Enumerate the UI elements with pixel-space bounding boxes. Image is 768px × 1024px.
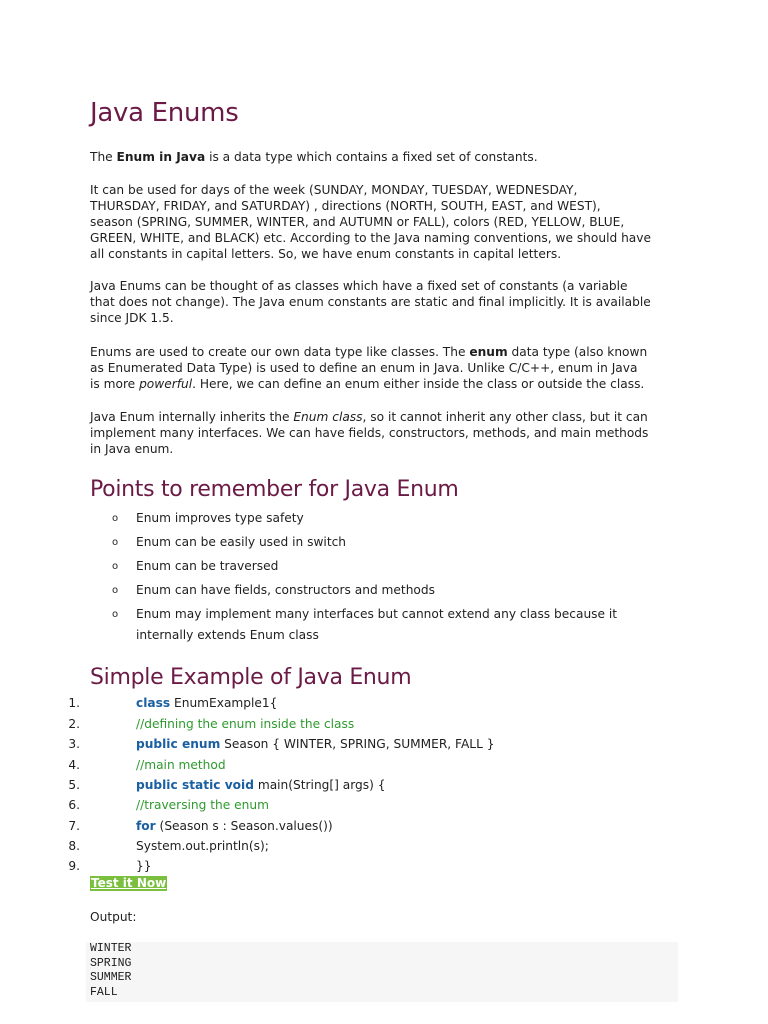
bullet-icon: o bbox=[112, 585, 119, 596]
line-number: 9. bbox=[68, 859, 80, 873]
text-span: Enums are used to create our own data type like classes. The bbox=[90, 345, 470, 359]
line-number: 1. bbox=[68, 696, 80, 710]
bullet-icon: o bbox=[112, 561, 119, 572]
line-number: 5. bbox=[68, 778, 80, 792]
inherits-line bbox=[90, 409, 690, 425]
code-line bbox=[66, 714, 626, 734]
code-text: }} bbox=[136, 859, 152, 873]
code-line bbox=[66, 856, 626, 876]
code-comment: //defining the enum inside the class bbox=[136, 717, 355, 731]
bullet-icon: o bbox=[112, 609, 119, 620]
inherits-line: implement many interfaces. We can have fields, constructors, methods, and main methods bbox=[90, 426, 649, 440]
text-span: data type (also known bbox=[507, 345, 648, 359]
code-keyword: public enum bbox=[136, 737, 221, 751]
inherits-line: in Java enum. bbox=[90, 442, 174, 456]
code-text: main(String[] args) { bbox=[253, 778, 386, 792]
page-title: Java Enums bbox=[90, 98, 239, 128]
code-line bbox=[66, 795, 626, 815]
enum-datatype-paragraph bbox=[90, 344, 690, 392]
uses-line: all constants in capital letters. So, we have enum constants in capital letters. bbox=[90, 247, 562, 261]
intro-paragraph bbox=[90, 149, 690, 165]
text-span: , so it cannot inherit any other class, but it can bbox=[362, 410, 648, 424]
uses-line: GREEN, WHITE, and BLACK) etc. According to the Java naming conventions, we should have bbox=[90, 231, 651, 245]
inherits-paragraph bbox=[90, 409, 690, 457]
uses-line: season (SPRING, SUMMER, WINTER, and AUTUMN or FALL), colors (RED, YELLOW, BLUE, bbox=[90, 215, 625, 229]
point-text: Enum improves type safety bbox=[136, 511, 304, 525]
points-list bbox=[112, 508, 652, 646]
line-number: 2. bbox=[68, 717, 80, 731]
line-number: 3. bbox=[68, 737, 80, 751]
bullet-icon: o bbox=[112, 513, 119, 524]
code-comment: //main method bbox=[136, 758, 226, 772]
point-text: Enum can be easily used in switch bbox=[136, 535, 347, 549]
classes-line: that does not change). The Java enum constants are static and final implicitly. It is available bbox=[90, 295, 651, 309]
output-line: SPRING bbox=[90, 956, 132, 970]
output-line: FALL bbox=[90, 985, 118, 999]
italic-span: powerful bbox=[139, 377, 193, 391]
code-line bbox=[66, 693, 626, 713]
code-keyword: class bbox=[136, 696, 171, 710]
enum-datatype-line bbox=[90, 344, 690, 360]
output-line: SUMMER bbox=[90, 971, 132, 985]
code-text: Season { WINTER, SPRING, SUMMER, FALL } bbox=[220, 737, 495, 751]
list-item bbox=[112, 532, 652, 553]
code-keyword: for bbox=[136, 819, 156, 833]
line-number: 7. bbox=[68, 819, 80, 833]
classes-line: Java Enums can be thought of as classes which have a fixed set of constants (a variable bbox=[90, 279, 628, 293]
intro-bold: Enum in Java bbox=[116, 150, 206, 164]
line-number: 8. bbox=[68, 839, 80, 853]
list-item bbox=[112, 580, 652, 601]
point-text: Enum may implement many interfaces but cannot extend any class because it internally extends Enum class bbox=[136, 607, 618, 642]
line-number: 6. bbox=[68, 798, 80, 812]
text-span: Java Enum internally inherits the bbox=[90, 410, 294, 424]
text-span: is more bbox=[90, 377, 140, 391]
code-line bbox=[66, 775, 626, 795]
code-comment: //traversing the enum bbox=[136, 798, 269, 812]
code-text: EnumExample1{ bbox=[170, 696, 278, 710]
enum-datatype-line bbox=[90, 376, 690, 392]
output-label: Output: bbox=[90, 910, 137, 924]
code-keyword: public static void bbox=[136, 778, 254, 792]
output-line: WINTER bbox=[90, 942, 132, 955]
intro-text-pre: The bbox=[90, 150, 117, 164]
point-text: Enum can be traversed bbox=[136, 559, 279, 573]
classes-paragraph bbox=[90, 278, 690, 326]
output-block bbox=[86, 942, 678, 1002]
code-line bbox=[66, 734, 626, 754]
classes-line: since JDK 1.5. bbox=[90, 311, 174, 325]
italic-span: Enum class bbox=[293, 410, 363, 424]
example-heading: Simple Example of Java Enum bbox=[90, 665, 412, 690]
code-text: (Season s : Season.values()) bbox=[155, 819, 333, 833]
code-line bbox=[66, 836, 626, 856]
uses-line: It can be used for days of the week (SUNDAY, MONDAY, TUESDAY, WEDNESDAY, bbox=[90, 183, 578, 197]
uses-line: THURSDAY, FRIDAY, and SATURDAY) , directions (NORTH, SOUTH, EAST, and WEST), bbox=[90, 199, 601, 213]
line-number: 4. bbox=[68, 758, 80, 772]
test-it-now-button[interactable]: Test it Now bbox=[91, 876, 167, 890]
intro-text-post: is a data type which contains a fixed set of constants. bbox=[205, 150, 538, 164]
points-heading: Points to remember for Java Enum bbox=[90, 477, 459, 502]
list-item bbox=[112, 508, 652, 529]
list-item bbox=[112, 604, 652, 646]
point-text: Enum can have fields, constructors and methods bbox=[136, 583, 435, 597]
uses-paragraph bbox=[90, 182, 690, 262]
text-span: . Here, we can define an enum either inside the class or outside the class. bbox=[192, 377, 645, 391]
enum-datatype-line: as Enumerated Data Type) is used to define an enum in Java. Unlike C/C++, enum in Java bbox=[90, 361, 638, 375]
bold-span: enum bbox=[469, 345, 508, 359]
bullet-icon: o bbox=[112, 537, 119, 548]
code-text: System.out.println(s); bbox=[136, 839, 269, 853]
code-line bbox=[66, 755, 626, 775]
code-line bbox=[66, 816, 626, 836]
list-item bbox=[112, 556, 652, 577]
